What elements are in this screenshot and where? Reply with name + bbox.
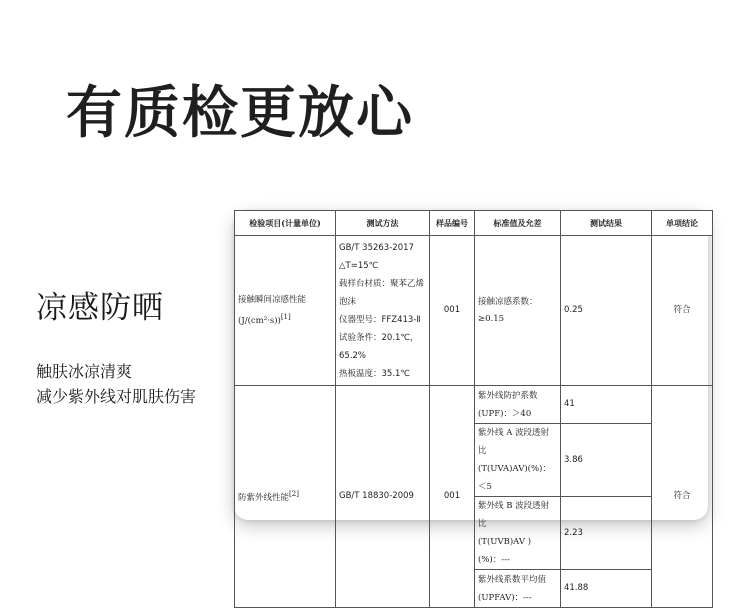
standard-cell	[475, 497, 561, 570]
standard-cell	[475, 570, 561, 608]
test-method-cell: GB/T 18830-2009	[336, 386, 430, 608]
table-row	[235, 236, 713, 386]
standard-line: (T(UVB)AV )(%)：---	[478, 537, 532, 565]
standard-cell	[475, 424, 561, 497]
test-report-table	[234, 210, 713, 608]
test-method-cell	[336, 236, 430, 386]
method-line: △T=15℃	[339, 260, 379, 271]
feature-text: 减少紫外线对肌肤伤害	[36, 387, 197, 406]
method-line: GB/T 35263-2017	[339, 242, 414, 253]
column-header: 样品编号	[430, 211, 475, 236]
test-item-cell	[235, 386, 336, 608]
standard-line: (T(UVA)AV)(%)：＜5	[478, 464, 551, 492]
footnote-ref: [2]	[289, 490, 299, 499]
method-line: 泡沫	[339, 296, 357, 307]
method-line: 载样台材质：聚苯乙烯	[339, 278, 425, 289]
standard-line: 紫外线防护系数	[478, 390, 538, 401]
column-header: 测试结果	[561, 211, 652, 236]
result-cell: 0.25	[561, 236, 652, 386]
method-line: 仪器型号：FFZ413-Ⅱ	[339, 314, 421, 325]
standard-line: 紫外线系数平均值	[478, 574, 547, 585]
standard-line: (UPF)：＞40	[478, 408, 532, 419]
standard-line: (UPFAV)：---	[478, 592, 532, 603]
standard-cell: 接触凉感系数：≥0.15	[475, 236, 561, 386]
result-cell: 41	[561, 386, 652, 424]
column-header: 测试方法	[336, 211, 430, 236]
footnote-ref: [1]	[280, 312, 291, 321]
standard-line: 紫外线 A 波段透射比	[478, 428, 550, 456]
column-header: 检验项目(计量单位)	[235, 211, 336, 236]
table-row	[235, 386, 713, 424]
feature-text: 触肤冰凉清爽	[36, 362, 133, 381]
method-line: 试验条件：20.1℃，	[339, 332, 419, 343]
conclusion-cell: 符合	[652, 386, 713, 608]
sample-id-cell: 001	[430, 386, 475, 608]
column-header: 单项结论	[652, 211, 713, 236]
test-item-cell	[235, 236, 336, 386]
section-title: 凉感防晒	[36, 290, 164, 326]
method-line: 65.2%	[339, 350, 367, 361]
page-headline: 有质检更放心	[66, 81, 414, 146]
method-line: 热板温度：35.1℃	[339, 368, 410, 379]
test-item-label: 接触瞬间凉感性能(J/(cm²·s))	[238, 294, 307, 326]
result-cell: 2.23	[561, 497, 652, 570]
conclusion-cell: 符合	[652, 236, 713, 386]
test-item-label: 防紫外线性能	[238, 492, 290, 503]
result-cell: 41.88	[561, 570, 652, 608]
standard-cell	[475, 386, 561, 424]
standard-line: 紫外线 B 波段透射比	[478, 501, 550, 529]
column-header: 标准值及允差	[475, 211, 561, 236]
test-report-card	[234, 210, 708, 603]
result-cell: 3.86	[561, 424, 652, 497]
table-header-row	[235, 211, 713, 236]
sample-id-cell: 001	[430, 236, 475, 386]
